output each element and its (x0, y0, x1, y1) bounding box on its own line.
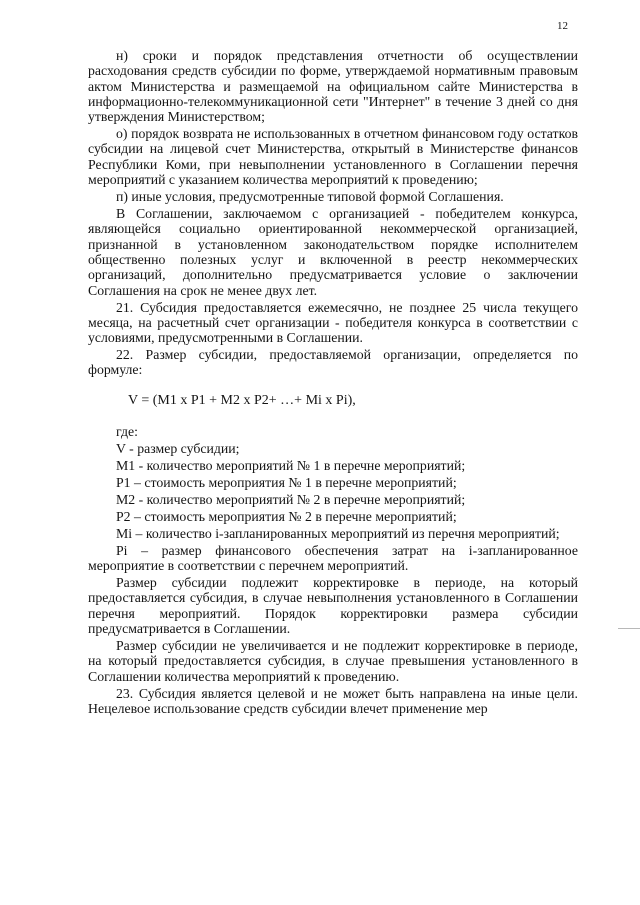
paragraph-o: о) порядок возврата не использованных в отчетном финансовом году остатков субсидии на лицевой счет Министерства, открытый в Министерстве финансов Республики Коми, при невыполнении установленного в Соглашении перечня мероприятий с указанием количества мероприятий к проведению; (88, 126, 578, 188)
subsidy-formula: V = (M1 x P1 + M2 x P2+ …+ Mi x Pi), (128, 392, 356, 408)
definition-pi: Pi – размер финансового обеспечения затрат на i-запланированное мероприятие в соответствии с перечнем мероприятий. (88, 542, 578, 574)
paragraph-correction: Размер субсидии подлежит корректировке в периоде, на который предоставляется субсидия, в случае невыполнения установленного в Соглашении перечня мероприятий. Порядок корректировки размера субсидии предусматривается в Соглашении. (88, 575, 578, 637)
paragraph-21: 21. Субсидия предоставляется ежемесячно, не позднее 25 числа текущего месяца, на расчетный счет организации - победителя конкурса в соответствии с условиями, предусмотренными в Соглашении. (88, 299, 578, 346)
definition-p1: P1 – стоимость мероприятия № 1 в перечне мероприятий; (116, 474, 457, 490)
definition-m1: M1 - количество мероприятий № 1 в перечне мероприятий; (116, 457, 466, 473)
document-body (88, 48, 578, 718)
definition-m2: M2 - количество мероприятий № 2 в перечне мероприятий; (116, 491, 466, 507)
paragraph-n: н) сроки и порядок представления отчетности об осуществлении расходования средств субсидии по форме, утверждаемой нормативным правовым актом Министерства и размещаемой на официальном сайте Министерства в информационно-телекоммуникационной сети "Интернет" в течение 3 дней со дня утверждения Министерством; (88, 48, 578, 125)
margin-mark (618, 628, 640, 629)
definition-v: V - размер субсидии; (116, 440, 240, 456)
definition-p2: P2 – стоимость мероприятия № 2 в перечне мероприятий; (116, 508, 457, 524)
paragraph-no-increase: Размер субсидии не увеличивается и не подлежит корректировке в периоде, на который предоставляется субсидия, в случае превышения установленного в Соглашении количества мероприятий к проведению. (88, 638, 578, 684)
paragraph-23: 23. Субсидия является целевой и не может быть направлена на иные цели. Нецелевое использование средств субсидии влечет применение мер (88, 685, 578, 716)
paragraph-22: 22. Размер субсидии, предоставляемой организации, определяется по формуле: (88, 347, 578, 378)
where-label: где: (116, 423, 138, 439)
paragraph-agreement-term: В Соглашении, заключаемом с организацией - победителем конкурса, являющейся социально ориентированной некоммерческой организацией, признанной в установленном законодательством порядке исполнителем общественно полезных услуг и включенной в реестр некоммерческих организаций, дополнительно предусматривается условие о заключении Соглашения на срок не менее двух лет. (88, 206, 578, 298)
definition-mi: Mi – количество i-запланированных мероприятий из перечня мероприятий; (116, 525, 560, 541)
paragraph-p: п) иные условия, предусмотренные типовой формой Соглашения. (116, 189, 504, 205)
page-number: 12 (557, 20, 568, 32)
